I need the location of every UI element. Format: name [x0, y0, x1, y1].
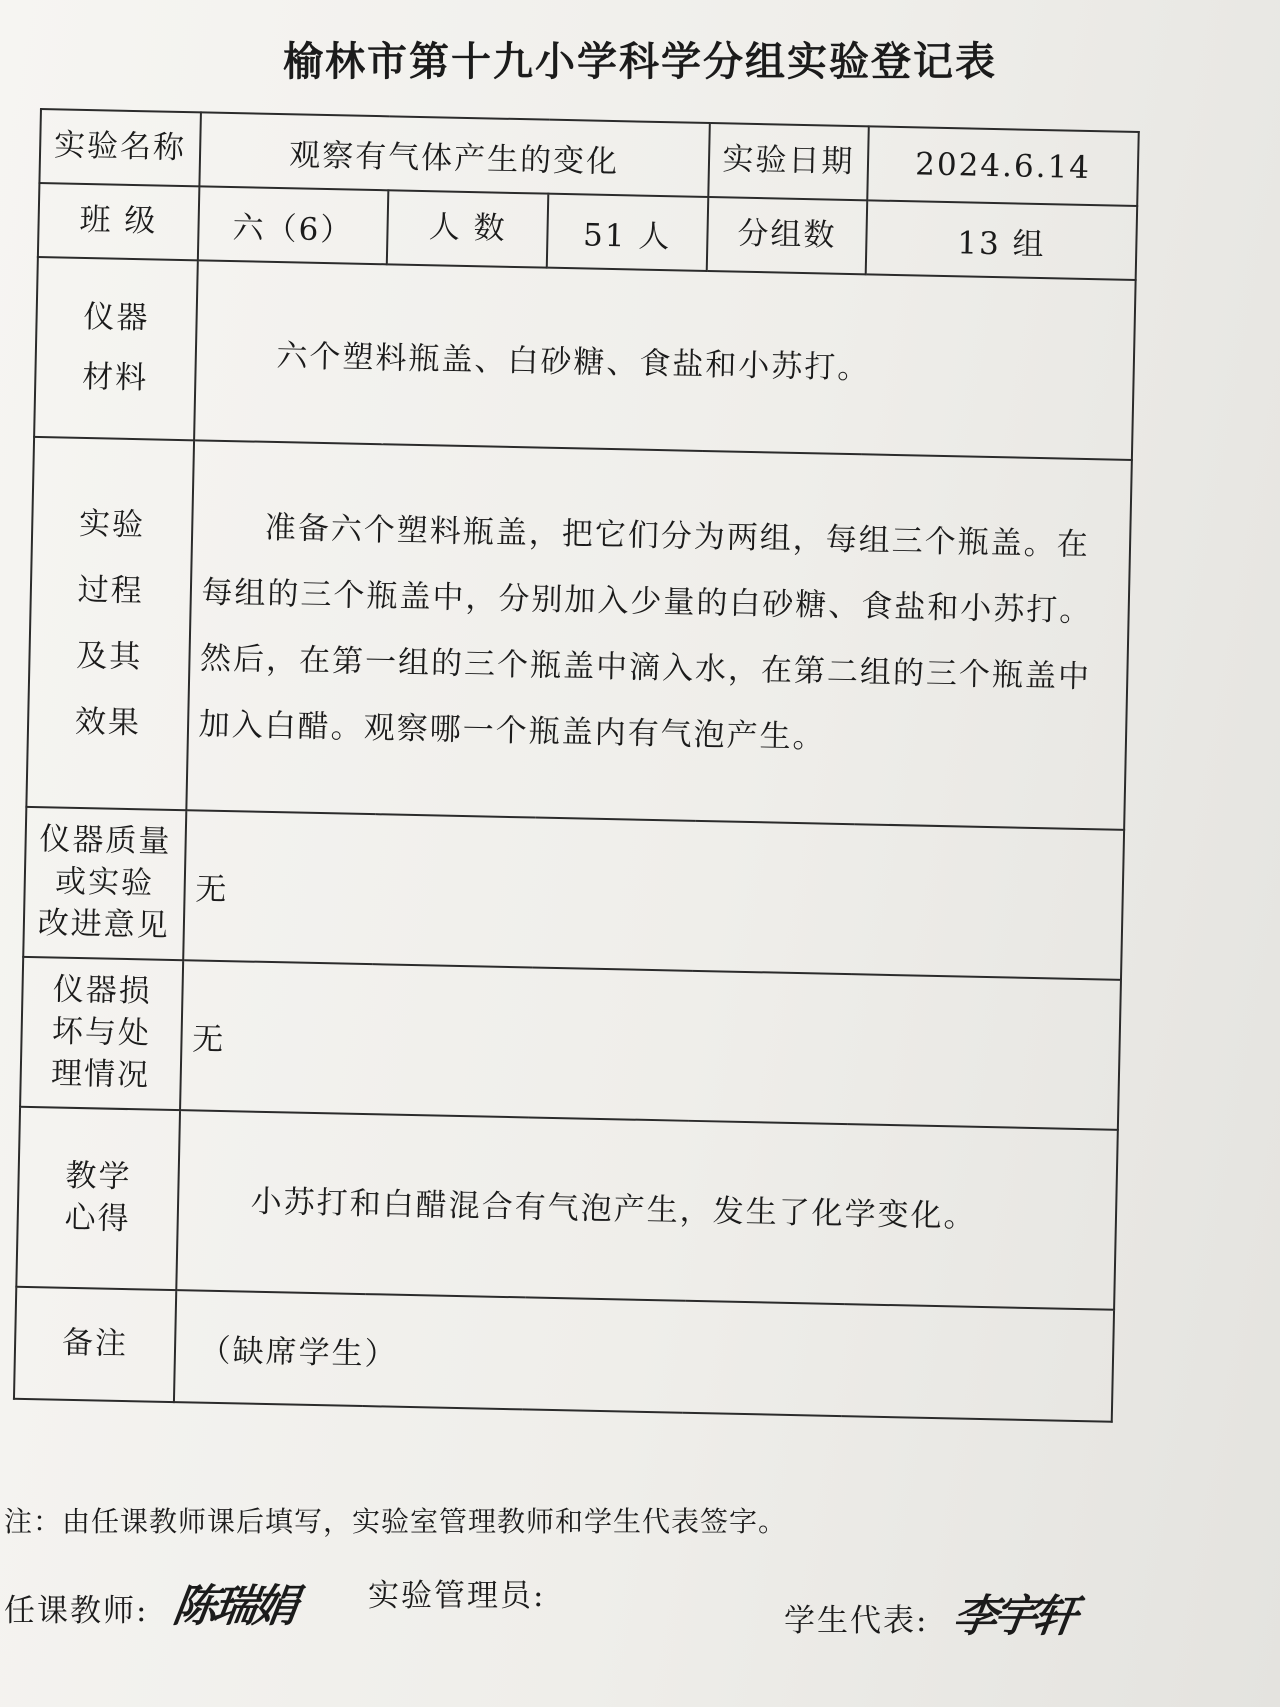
process-label-line: 效果 — [74, 703, 142, 742]
experiment-date-value: 2024.6.14 — [867, 126, 1138, 206]
remarks-label: 备注 — [14, 1287, 176, 1402]
row-damage — [20, 957, 1121, 1130]
student-label: 学生代表: — [784, 1603, 929, 1639]
teacher-label: 任课教师: — [4, 1593, 149, 1629]
row-materials — [34, 257, 1136, 460]
group-count-label: 分组数 — [706, 197, 867, 274]
reflection-label-line: 教学 — [65, 1157, 132, 1196]
row-process — [26, 437, 1132, 830]
materials-label — [34, 257, 197, 440]
teacher-signature: 陈瑞娟 — [170, 1581, 298, 1632]
damage-label-line: 仪器损 — [52, 971, 153, 1010]
damage-value: 无 — [180, 960, 1121, 1130]
quality-value: 无 — [183, 810, 1124, 980]
reflection-label-line: 心得 — [64, 1199, 131, 1238]
registration-table — [13, 108, 1140, 1423]
group-count-value: 13 组 — [866, 200, 1137, 280]
quality-label-line: 改进意见 — [37, 905, 171, 944]
experiment-name-label: 实验名称 — [39, 109, 200, 186]
quality-label — [23, 807, 186, 960]
reflection-value: 小苏打和白醋混合有气泡产生，发生了化学变化。 — [176, 1110, 1118, 1310]
materials-label-line: 材料 — [81, 358, 149, 397]
process-value: 准备六个塑料瓶盖，把它们分为两组，每组三个瓶盖。在每组的三个瓶盖中，分别加入少量的白砂糖、食盐和小苏打。然后，在第一组的三个瓶盖中滴入水，在第二组的三个瓶盖中加入白醋。观察哪一个瓶盖内有气泡产生。 — [186, 440, 1132, 830]
experiment-date-label: 实验日期 — [708, 123, 869, 200]
damage-label-line: 坏与处 — [51, 1013, 152, 1052]
student-count-label: 人 数 — [387, 190, 548, 267]
process-label-line: 及其 — [75, 637, 143, 676]
teacher-signature-block — [4, 1570, 298, 1634]
student-signature: 李宇轩 — [950, 1591, 1078, 1642]
reflection-label — [16, 1107, 179, 1290]
materials-value: 六个塑料瓶盖、白砂糖、食盐和小苏打。 — [194, 260, 1136, 460]
process-label-line: 实验 — [78, 505, 146, 544]
admin-signature-block — [368, 1570, 545, 1615]
experiment-name-value: 观察有气体产生的变化 — [199, 112, 709, 197]
row-reflection — [16, 1107, 1118, 1310]
materials-label-line: 仪器 — [83, 299, 150, 337]
class-value: 六（6） — [197, 186, 388, 264]
quality-label-line: 或实验 — [54, 863, 155, 902]
admin-label: 实验管理员: — [368, 1578, 546, 1614]
quality-label-line: 仪器质量 — [39, 821, 172, 861]
remarks-value: （缺席学生） — [174, 1290, 1115, 1422]
row-remarks — [14, 1287, 1114, 1422]
damage-label-line: 理情况 — [50, 1055, 151, 1094]
student-signature-block — [784, 1580, 1078, 1644]
process-label — [26, 437, 193, 810]
damage-label — [20, 957, 183, 1110]
student-count-value: 51 人 — [547, 194, 708, 271]
footnote: 注：由任课教师课后填写，实验室管理教师和学生代表签字。 — [4, 1505, 788, 1538]
form-title: 榆林市第十九小学科学分组实验登记表 — [283, 39, 997, 85]
class-label: 班 级 — [38, 183, 199, 260]
process-label-line: 过程 — [77, 571, 145, 610]
row-quality — [23, 807, 1124, 980]
